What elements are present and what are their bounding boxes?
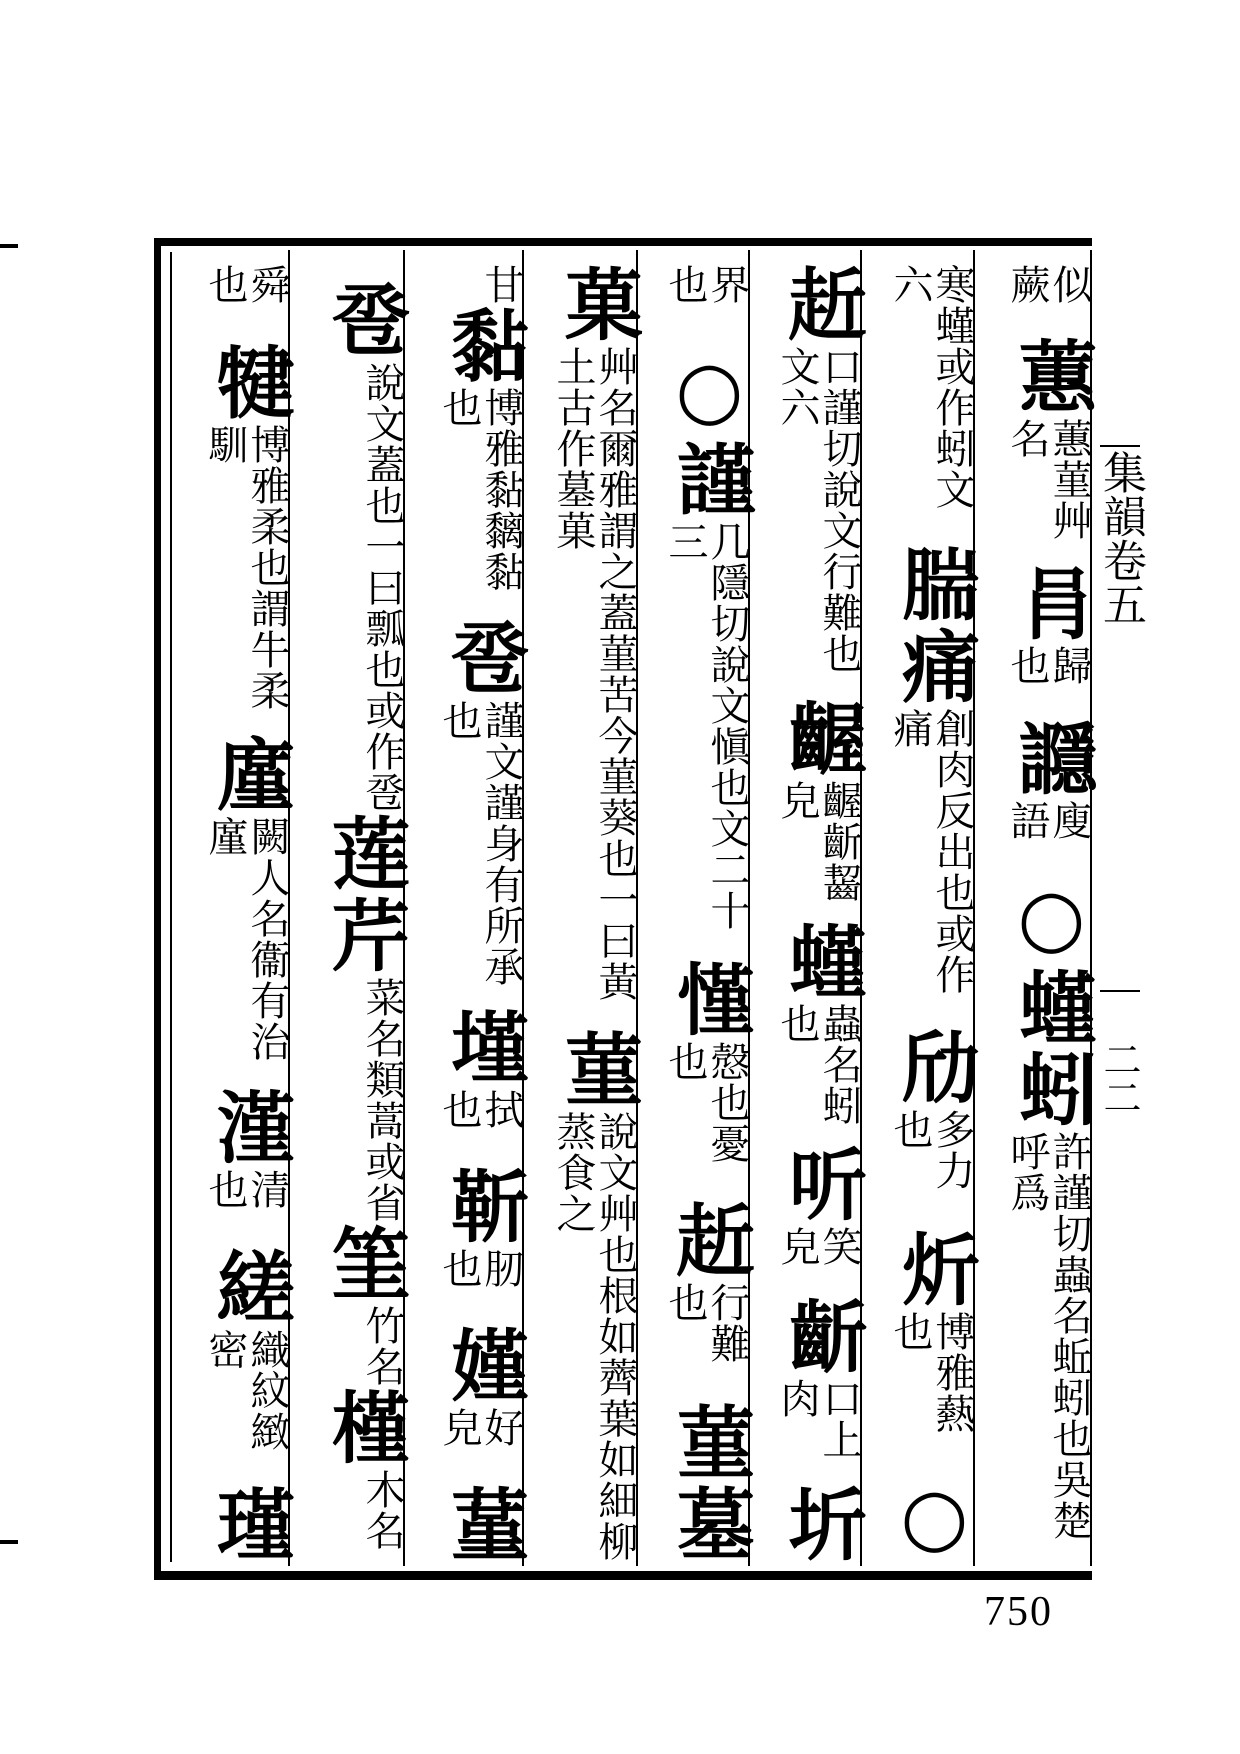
leaf-number: 二二: [1097, 1040, 1141, 1116]
column-text: [524, 264, 643, 1566]
headword: 縒: [204, 1246, 295, 1329]
headword: 卺: [438, 617, 529, 700]
headword: 嫤: [438, 1325, 529, 1408]
text-column-3: [750, 250, 867, 1567]
headword: 瑾: [204, 1484, 295, 1566]
headword: 慬: [664, 959, 755, 1042]
gloss-text: 博雅柔也謂牛柔馴: [202, 423, 290, 711]
gloss-text: 菜名類蒿或省: [359, 976, 405, 1223]
gloss-text: 甘: [478, 264, 524, 305]
gloss-text: 口上肉: [774, 1378, 862, 1461]
margin-title: [1095, 450, 1146, 626]
headword: 齷: [776, 698, 867, 781]
gloss-text: 寒螼或作蚓文六: [887, 264, 975, 510]
margin-rule-top: [1100, 445, 1140, 447]
headword: 赾: [664, 1200, 755, 1283]
headword: 齗: [776, 1296, 867, 1379]
headword: 肙: [1006, 563, 1097, 646]
gloss-text: 廋語: [1004, 799, 1092, 841]
headword: 赾: [776, 264, 867, 346]
gloss-text: 好皃: [436, 1407, 524, 1449]
gloss-text: 齷齗齧皃: [774, 780, 862, 904]
text-column-8: [172, 250, 295, 1566]
gloss-text: 博雅黏黐黏也: [436, 387, 524, 592]
headword: 廑: [204, 733, 295, 816]
headword: 劤: [889, 1027, 980, 1110]
text-column-7: [290, 250, 410, 1566]
edge-mark: [0, 1540, 18, 1544]
column-text: [172, 264, 295, 1566]
headword: 螼: [776, 921, 867, 1004]
text-column-6: [405, 250, 529, 1567]
gloss-text: 肕也: [436, 1248, 524, 1290]
headword: 讔: [1006, 717, 1097, 800]
gloss-text: 闕人名衞有治廑: [202, 815, 290, 1062]
gloss-text: 舜也: [202, 264, 290, 305]
gloss-text: 似蕨: [1004, 264, 1092, 305]
gloss-text: 拭也: [436, 1089, 524, 1131]
column-text: [750, 264, 867, 1567]
gloss-text: 界也: [662, 264, 750, 305]
text-column-4: [638, 250, 755, 1566]
headword: 痛: [889, 625, 980, 708]
text-column-5: [524, 250, 643, 1566]
page-number: 750: [984, 1589, 1053, 1635]
margin-rule-bottom: [1100, 990, 1140, 992]
headword: 墐: [438, 1007, 529, 1090]
headword: 犍: [204, 341, 295, 424]
column-text: [638, 264, 755, 1566]
headword: 莲: [319, 812, 410, 895]
gloss-text: 木名: [359, 1468, 405, 1551]
headword: 菓: [552, 264, 643, 346]
column-text: [862, 264, 980, 1566]
headword: 黏: [438, 305, 529, 387]
headword: 謹: [664, 438, 755, 521]
headword: 槿: [319, 1386, 410, 1469]
headword: 菫: [552, 1028, 643, 1111]
gloss-text: 博雅爇也: [887, 1311, 975, 1435]
gloss-text: 清也: [202, 1169, 290, 1211]
gloss-text: 謹文謹身有所承也: [436, 699, 524, 987]
gloss-text: 許謹切蟲名蚯蚓也吳楚呼爲: [1004, 1131, 1092, 1542]
gloss-text: 艸名爾雅謂之蓋菫苦今菫葵也一曰黃土古作墓菓: [550, 346, 638, 1002]
gloss-text: 多力也: [887, 1109, 975, 1192]
headword: 蕙: [1006, 336, 1097, 419]
headword: 炘: [889, 1229, 980, 1312]
gloss-text: 蟲名蚓也: [774, 1003, 862, 1127]
edge-mark: [0, 244, 18, 248]
gloss-text: 創肉反出也或作痛: [887, 707, 975, 995]
headword: 芹: [319, 894, 410, 977]
headword: 蚓: [1006, 1049, 1097, 1132]
gloss-text: 几隱切說文愼也文二十三: [662, 520, 750, 931]
headword: 筀: [319, 1222, 410, 1305]
column-text: [290, 264, 410, 1566]
gloss-text: 說文艸也根如薺葉如細柳蒸食之: [550, 1110, 638, 1562]
headword: 卺: [319, 279, 410, 362]
book-title: 集韻: [1095, 450, 1146, 538]
headword: 菫: [664, 1402, 755, 1484]
text-column-1: [975, 250, 1097, 1566]
headword: 墓: [664, 1484, 755, 1566]
headword: 漌: [204, 1087, 295, 1170]
headword: ○: [664, 343, 755, 439]
gloss-text: 竹名: [359, 1304, 405, 1387]
headword: 靳: [438, 1166, 529, 1249]
gloss-text: 說文蓋也一曰瓢也或作卺: [359, 361, 405, 813]
text-column-2: [862, 250, 980, 1566]
gloss-text: 慤也憂也: [662, 1041, 750, 1165]
gloss-text: 行難也: [662, 1282, 750, 1365]
gloss-text: 笑皃: [774, 1225, 862, 1267]
volume-label: 卷五: [1095, 538, 1146, 626]
headword: 腨: [889, 543, 980, 626]
headword: 圻: [776, 1484, 867, 1567]
column-text: [975, 264, 1097, 1566]
headword: ○: [1006, 872, 1097, 968]
headword: ○: [889, 1471, 980, 1566]
headword: 螼: [1006, 967, 1097, 1050]
gloss-text: 蕙菫艸名: [1004, 418, 1092, 542]
gloss-text: 歸也: [1004, 645, 1092, 687]
gloss-text: 織紋緻密: [202, 1328, 290, 1452]
column-text: [405, 264, 529, 1567]
headword: 听: [776, 1143, 867, 1226]
gloss-text: 口謹切說文行難也文六: [774, 346, 862, 674]
headword: 蓳: [438, 1484, 529, 1567]
